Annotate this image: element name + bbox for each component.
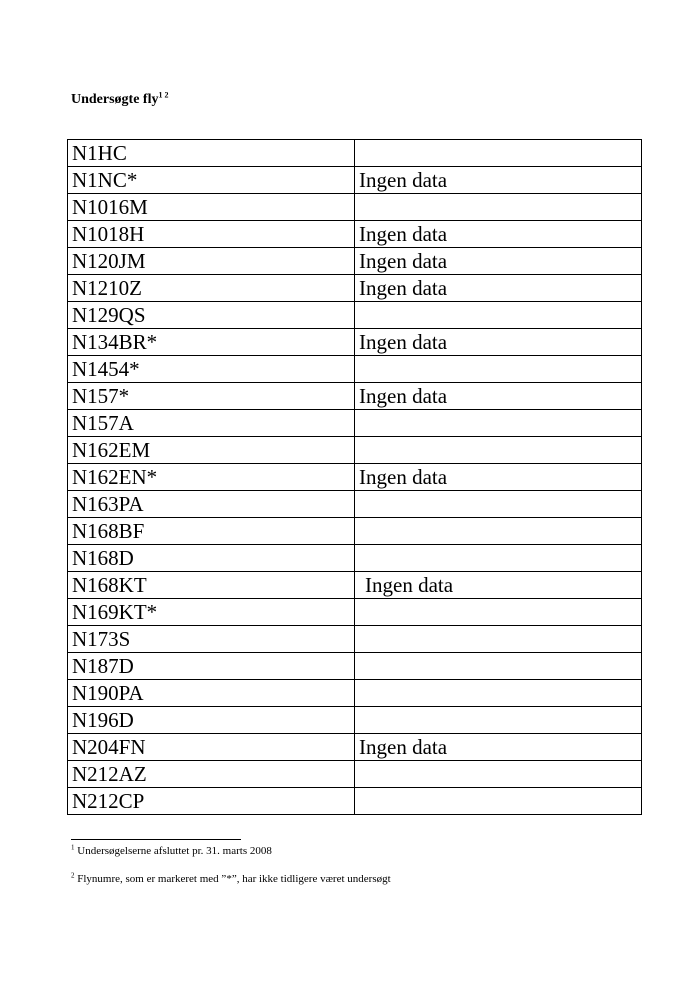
aircraft-registration: N134BR* bbox=[68, 329, 355, 356]
aircraft-registration: N1HC bbox=[68, 140, 355, 167]
data-status bbox=[355, 410, 642, 437]
aircraft-registration: N1016M bbox=[68, 194, 355, 221]
table-row bbox=[68, 410, 642, 437]
aircraft-table bbox=[67, 139, 642, 815]
data-status: Ingen data bbox=[355, 275, 642, 302]
footnote-text: Undersøgelserne afsluttet pr. 31. marts 2008 bbox=[77, 845, 272, 857]
data-status bbox=[355, 194, 642, 221]
data-status: Ingen data bbox=[355, 329, 642, 356]
data-status: Ingen data bbox=[355, 572, 642, 599]
aircraft-registration: N168D bbox=[68, 545, 355, 572]
data-status: Ingen data bbox=[355, 221, 642, 248]
table-row bbox=[68, 464, 642, 491]
aircraft-registration: N1NC* bbox=[68, 167, 355, 194]
aircraft-registration: N129QS bbox=[68, 302, 355, 329]
aircraft-registration: N162EN* bbox=[68, 464, 355, 491]
data-status bbox=[355, 302, 642, 329]
data-status bbox=[355, 437, 642, 464]
data-status: Ingen data bbox=[355, 383, 642, 410]
aircraft-table-body bbox=[68, 140, 642, 815]
aircraft-registration: N1018H bbox=[68, 221, 355, 248]
footnote-2 bbox=[71, 873, 391, 885]
table-row bbox=[68, 194, 642, 221]
table-row bbox=[68, 329, 642, 356]
data-status bbox=[355, 545, 642, 572]
table-row bbox=[68, 680, 642, 707]
data-status bbox=[355, 356, 642, 383]
table-row bbox=[68, 545, 642, 572]
data-status bbox=[355, 653, 642, 680]
data-status bbox=[355, 599, 642, 626]
footnote-mark: 1 bbox=[71, 843, 75, 852]
data-status bbox=[355, 707, 642, 734]
data-status bbox=[355, 140, 642, 167]
page-heading bbox=[71, 92, 169, 108]
aircraft-registration: N120JM bbox=[68, 248, 355, 275]
aircraft-registration: N212CP bbox=[68, 788, 355, 815]
footnote-text: Flynumre, som er markeret med ”*”, har ikke tidligere været undersøgt bbox=[77, 873, 391, 885]
table-row bbox=[68, 140, 642, 167]
data-status: Ingen data bbox=[355, 167, 642, 194]
table-row bbox=[68, 221, 642, 248]
data-status bbox=[355, 518, 642, 545]
data-status: Ingen data bbox=[355, 248, 642, 275]
table-row bbox=[68, 761, 642, 788]
footnote-divider bbox=[71, 839, 241, 840]
data-status: Ingen data bbox=[355, 734, 642, 761]
table-row bbox=[68, 491, 642, 518]
aircraft-registration: N157* bbox=[68, 383, 355, 410]
aircraft-registration: N196D bbox=[68, 707, 355, 734]
table-row bbox=[68, 437, 642, 464]
table-row bbox=[68, 572, 642, 599]
heading-text: Undersøgte fly bbox=[71, 92, 159, 107]
data-status bbox=[355, 680, 642, 707]
aircraft-registration: N162EM bbox=[68, 437, 355, 464]
table-row bbox=[68, 383, 642, 410]
table-row bbox=[68, 248, 642, 275]
table-row bbox=[68, 707, 642, 734]
aircraft-registration: N169KT* bbox=[68, 599, 355, 626]
table-row bbox=[68, 167, 642, 194]
aircraft-registration: N168BF bbox=[68, 518, 355, 545]
table-row bbox=[68, 653, 642, 680]
aircraft-registration: N1454* bbox=[68, 356, 355, 383]
table-row bbox=[68, 356, 642, 383]
table-row bbox=[68, 788, 642, 815]
data-status bbox=[355, 491, 642, 518]
table-row bbox=[68, 518, 642, 545]
aircraft-registration: N157A bbox=[68, 410, 355, 437]
aircraft-registration: N204FN bbox=[68, 734, 355, 761]
data-status bbox=[355, 788, 642, 815]
footnote-mark: 2 bbox=[71, 871, 75, 880]
aircraft-registration: N173S bbox=[68, 626, 355, 653]
table-row bbox=[68, 626, 642, 653]
data-status bbox=[355, 761, 642, 788]
table-row bbox=[68, 734, 642, 761]
aircraft-registration: N187D bbox=[68, 653, 355, 680]
heading-footnote-refs: 1 2 bbox=[158, 90, 169, 100]
data-status bbox=[355, 626, 642, 653]
aircraft-registration: N212AZ bbox=[68, 761, 355, 788]
aircraft-registration: N163PA bbox=[68, 491, 355, 518]
table-row bbox=[68, 599, 642, 626]
aircraft-registration: N168KT bbox=[68, 572, 355, 599]
table-row bbox=[68, 302, 642, 329]
table-row bbox=[68, 275, 642, 302]
aircraft-registration: N190PA bbox=[68, 680, 355, 707]
data-status: Ingen data bbox=[355, 464, 642, 491]
aircraft-registration: N1210Z bbox=[68, 275, 355, 302]
footnote-1 bbox=[71, 845, 272, 857]
